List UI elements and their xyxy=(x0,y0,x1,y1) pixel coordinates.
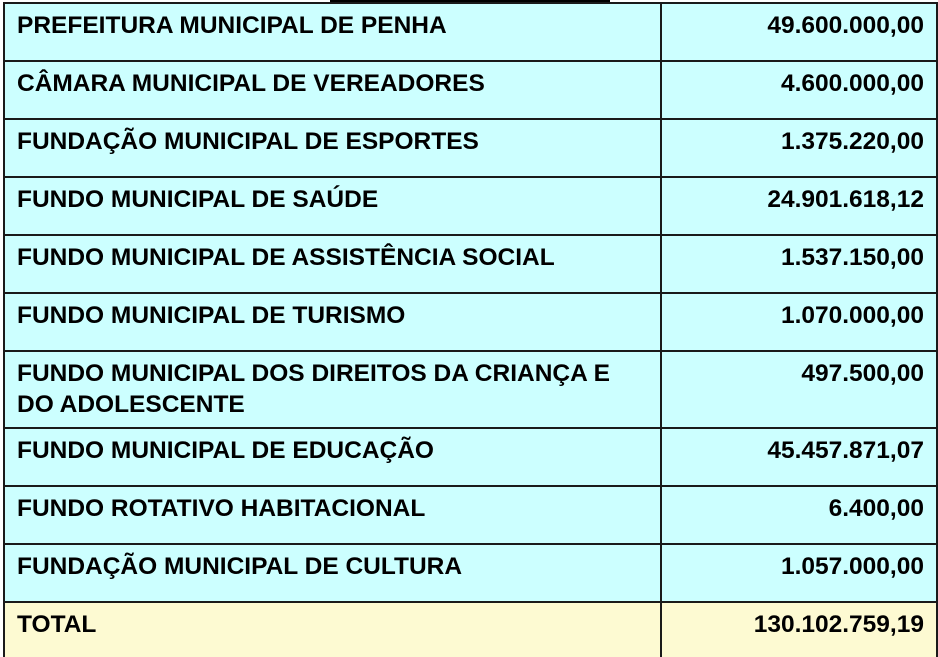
entity-amount: 49.600.000,00 xyxy=(661,3,937,61)
entity-amount: 1.057.000,00 xyxy=(661,544,937,602)
entity-amount: 497.500,00 xyxy=(661,351,937,428)
entity-amount: 4.600.000,00 xyxy=(661,61,937,119)
entity-amount: 1.537.150,00 xyxy=(661,235,937,293)
table-row xyxy=(4,293,937,351)
entity-name: PREFEITURA MUNICIPAL DE PENHA xyxy=(4,3,661,61)
table-row xyxy=(4,61,937,119)
total-row xyxy=(4,602,937,657)
entity-name: FUNDO MUNICIPAL DE SAÚDE xyxy=(4,177,661,235)
entity-name: FUNDAÇÃO MUNICIPAL DE ESPORTES xyxy=(4,119,661,177)
table-row xyxy=(4,544,937,602)
entity-name: FUNDAÇÃO MUNICIPAL DE CULTURA xyxy=(4,544,661,602)
table-row xyxy=(4,351,937,428)
entity-amount: 24.901.618,12 xyxy=(661,177,937,235)
entity-name: CÂMARA MUNICIPAL DE VEREADORES xyxy=(4,61,661,119)
table-row xyxy=(4,486,937,544)
entity-amount: 1.375.220,00 xyxy=(661,119,937,177)
entity-name: FUNDO MUNICIPAL DE ASSISTÊNCIA SOCIAL xyxy=(4,235,661,293)
entity-name: FUNDO MUNICIPAL DE TURISMO xyxy=(4,293,661,351)
entity-name: FUNDO MUNICIPAL DOS DIREITOS DA CRIANÇA E DO ADOLESCENTE xyxy=(4,351,661,428)
entity-name: FUNDO ROTATIVO HABITACIONAL xyxy=(4,486,661,544)
table-row xyxy=(4,3,937,61)
table-row xyxy=(4,177,937,235)
table-row xyxy=(4,119,937,177)
table-row xyxy=(4,235,937,293)
entity-name: FUNDO MUNICIPAL DE EDUCAÇÃO xyxy=(4,428,661,486)
entity-amount: 1.070.000,00 xyxy=(661,293,937,351)
entity-amount: 6.400,00 xyxy=(661,486,937,544)
total-label: TOTAL xyxy=(4,602,661,657)
table-row xyxy=(4,428,937,486)
entity-amount: 45.457.871,07 xyxy=(661,428,937,486)
budget-table xyxy=(3,2,938,657)
total-amount: 130.102.759,19 xyxy=(661,602,937,657)
